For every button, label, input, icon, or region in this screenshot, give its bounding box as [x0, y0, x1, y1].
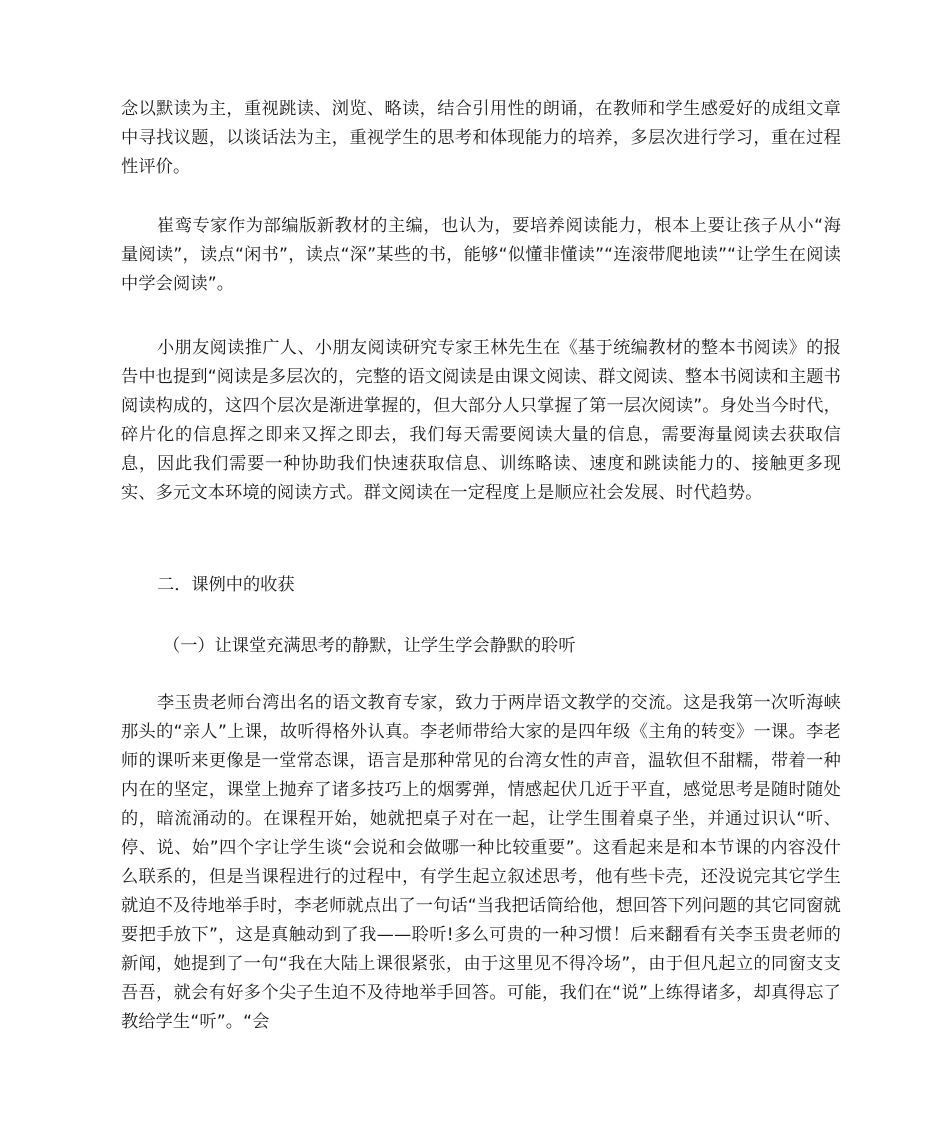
paragraph-reading-methods: 念以默读为主，重视跳读、浏览、略读，结合引用性的朗诵，在教师和学生感爱好的成组文章中寻找议题，以谈话法为主，重视学生的思考和体现能力的培养，多层次进行学习，重在过程性评价。	[121, 99, 841, 177]
paragraph-li-yugui: 李玉贵老师台湾出名的语文教育专家，致力于两岸语文教学的交流。这是我第一次听海峡那头的“亲人”上课，故听得格外认真。李老师带给大家的是四年级《主角的转变》一课。李老师的课听来更像是一堂常态课，语言是那种常见的台湾女性的声音，温软但不甜糯，带着一种内在的坚定，课堂上抛弃了诸多技巧上的烟雾弹，情感起伏几近于平直，感觉思考是随时随处的，暗流涌动的。在课程开始，她就把桌子对在一起，让学生围着桌子坐，并通过识认“听、停、说、始”四个字让学生谈“会说和会做哪一种比较重要”。这看起来是和本节课的内容没什么联系的，但是当课程进行的过程中，有学生起立叙述思考，他有些卡壳，还没说完其它学生就迫不及待地举手时，李老师就点出了一句话“当我把话筒给他，想回答下列问题的其它同窗就要把手放下”，这是真触动到了我——聆听!多么可贵的一种习惯！后来翻看有关李玉贵老师的新闻，她提到了一句“我在大陆上课很紧张，由于这里见不得冷场”，由于但凡起立的同窗支支吾吾，就会有好多个尖子生迫不及待地举手回答。可能，我们在“说”上练得诸多，却真得忘了教给学生“听”。“会	[121, 693, 841, 1032]
section-heading: 二．课例中的收获	[157, 575, 295, 595]
paragraph-cui-luan: 崔鸾专家作为部编版新教材的主编，也认为，要培养阅读能力，根本上要让孩子从小“海量阅读”，读点“闲书”，读点“深”某些的书，能够“似懂非懂读”“连滚带爬地读”“让学生在阅读中学会阅读”。	[121, 216, 841, 294]
paragraph-wang-lin: 小朋友阅读推广人、小朋友阅读研究专家王林先生在《基于统编教材的整本书阅读》的报告中也提到“阅读是多层次的，完整的语文阅读是由课文阅读、群文阅读、整本书阅读和主题书阅读构成的，这四个层次是渐进掌握的，但大部分人只掌握了第一层次阅读”。身处当今时代，碎片化的信息挥之即来又挥之即去，我们每天需要阅读大量的信息，需要海量阅读去获取信息，因此我们需要一种协助我们快速获取信息、训练略读、速度和跳读能力的、接触更多现实、多元文本环境的阅读方式。群文阅读在一定程度上是顺应社会发展、时代趋势。	[121, 338, 841, 503]
subsection-heading: （一）让课堂充满思考的静默，让学生学会静默的聆听	[163, 636, 576, 656]
